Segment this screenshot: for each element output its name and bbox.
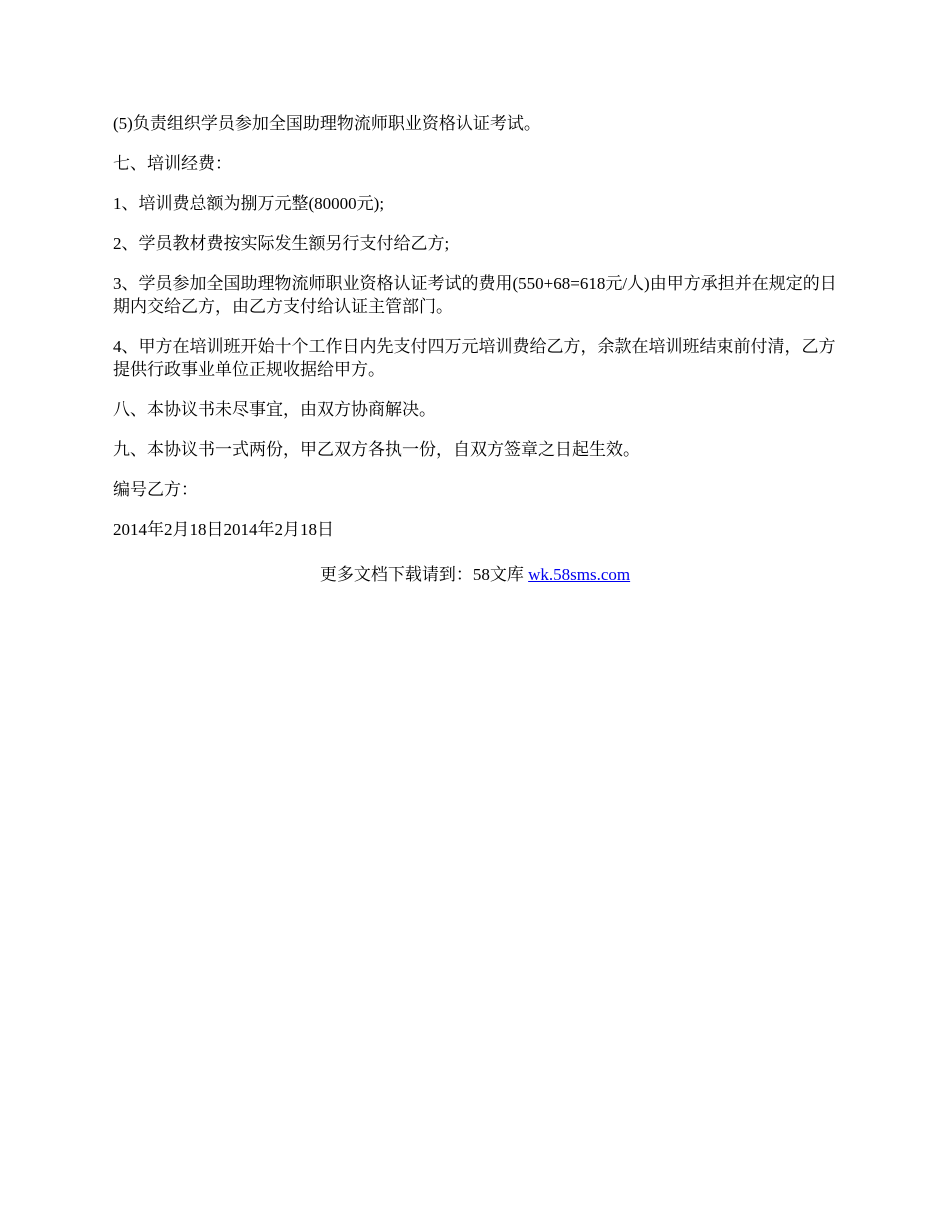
paragraph-item-5: (5)负责组织学员参加全国助理物流师职业资格认证考试。 — [113, 114, 541, 133]
footer-prefix-text: 更多文档下载请到：58文库 — [319, 565, 529, 584]
section-nine: 九、本协议书一式两份，甲乙双方各执一份，自双方签章之日起生效。 — [113, 440, 640, 459]
paragraph-fee-2: 2、学员教材费按实际发生额另行支付给乙方; — [113, 234, 450, 253]
signature-date-line: 2014年2月18日2014年2月18日 — [113, 520, 334, 539]
download-footer — [0, 563, 950, 586]
paragraph-fee-3: 3、学员参加全国助理物流师职业资格认证考试的费用(550+68=618元/人)由甲方承担并在规定的日期内交给乙方，由乙方支付给认证主管部门。 — [113, 274, 837, 316]
document-body — [113, 112, 843, 558]
footer-link[interactable]: wk.58sms.com — [528, 565, 631, 584]
paragraph-fee-4: 4、甲方在培训班开始十个工作日内先支付四万元培训费给乙方，余款在培训班结束前付清，乙方提供行政事业单位正规收据给甲方。 — [113, 337, 836, 379]
paragraph-fee-1: 1、培训费总额为捌万元整(80000元); — [113, 194, 385, 213]
section-eight: 八、本协议书未尽事宜，由双方协商解决。 — [113, 400, 436, 419]
signature-party-line: 编号乙方： — [113, 480, 198, 499]
section-heading-training-fees: 七、培训经费： — [113, 154, 232, 173]
